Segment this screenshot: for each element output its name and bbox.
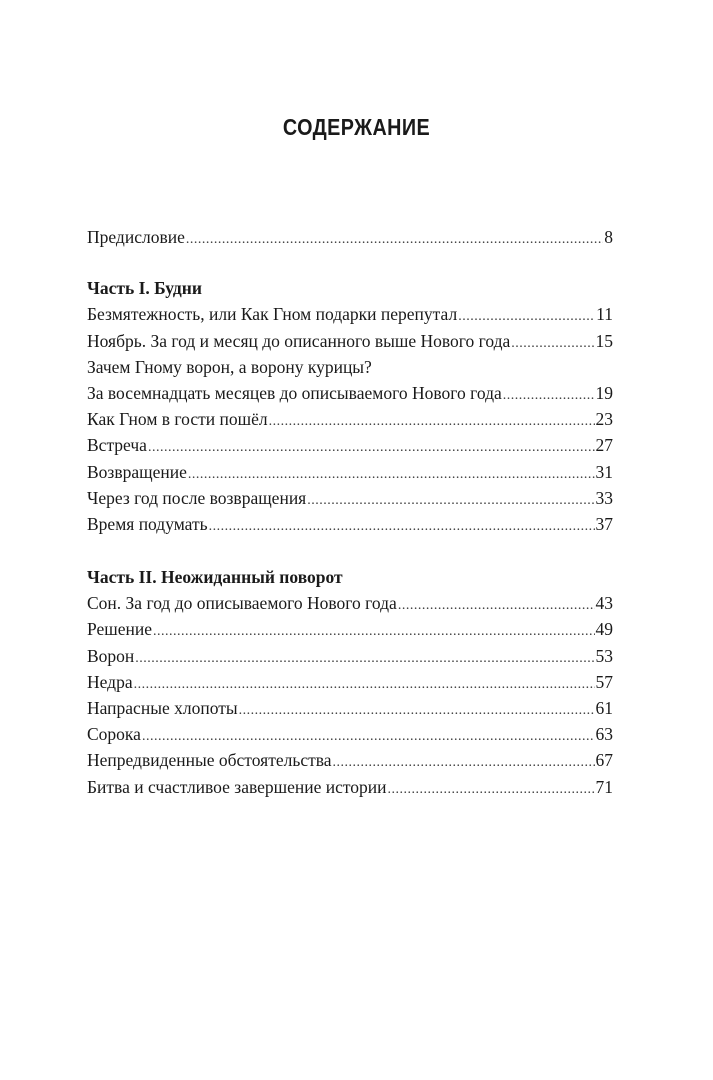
dot-leader xyxy=(186,227,603,253)
toc-entry-page: 49 xyxy=(595,619,613,640)
dot-leader xyxy=(388,777,595,803)
dot-leader xyxy=(511,331,594,357)
toc-entry-page: 71 xyxy=(595,776,613,797)
toc-entry-page: 57 xyxy=(595,671,613,692)
toc-entry-label: Возвращение xyxy=(87,461,187,482)
toc-entry-label: Через год после возвращения xyxy=(87,487,307,508)
toc-entry[interactable] xyxy=(87,432,613,458)
toc-entry-page: 19 xyxy=(595,382,613,403)
toc-entry-label: Как Гном в гости пошёл xyxy=(87,409,268,430)
toc-entry-label: Решение xyxy=(87,619,153,640)
table-of-contents xyxy=(87,224,613,800)
toc-entry-page: 63 xyxy=(595,724,613,745)
dot-leader xyxy=(269,409,595,435)
dot-leader xyxy=(135,646,594,672)
toc-entry-page: 33 xyxy=(595,487,613,508)
toc-entry[interactable] xyxy=(87,485,613,511)
dot-leader xyxy=(153,619,594,645)
dot-leader xyxy=(398,593,595,619)
toc-entry-label: Битва и счастливое завершение истории xyxy=(87,776,387,797)
dot-leader xyxy=(503,383,595,409)
toc-entry-page: 53 xyxy=(595,645,613,666)
toc-entry[interactable] xyxy=(87,406,613,432)
dot-leader xyxy=(209,514,595,540)
toc-entry[interactable] xyxy=(87,328,613,354)
toc-entry-label: Предисловие xyxy=(87,227,185,247)
page-title: СОДЕРЖАНИЕ xyxy=(282,114,431,140)
toc-entry[interactable] xyxy=(87,695,613,721)
toc-entry[interactable] xyxy=(87,354,613,380)
dot-leader xyxy=(307,488,594,514)
toc-entry-label: Недра xyxy=(87,671,133,692)
toc-entry-page: 11 xyxy=(596,304,613,325)
toc-entry-label: Сон. За год до описываемого Нового года xyxy=(87,593,397,614)
toc-entry-label: Время подумать xyxy=(87,513,208,534)
part-heading: Часть II. Неожиданный поворот xyxy=(87,567,343,588)
dot-leader xyxy=(239,698,595,724)
toc-entry-label: Ноябрь. За год и месяц до описанного выше Нового года xyxy=(87,330,511,351)
toc-entry[interactable] xyxy=(87,459,613,485)
toc-entry[interactable] xyxy=(87,616,613,642)
toc-entry[interactable] xyxy=(87,669,613,695)
toc-entry-label: Напрасные хлопоты xyxy=(87,698,238,718)
toc-entry-page: 27 xyxy=(595,435,613,456)
toc-entry-page: 61 xyxy=(595,698,613,718)
dot-leader xyxy=(148,435,595,461)
toc-entry-page: 37 xyxy=(595,513,613,534)
toc-entry-page: 31 xyxy=(595,461,613,482)
toc-entry-label: Зачем Гному ворон, а ворону курицы? xyxy=(87,356,372,377)
toc-entry-label: Ворон xyxy=(87,645,135,666)
toc-entry-label: Безмятежность, или Как Гном подарки перепутал xyxy=(87,304,458,325)
toc-entry-page: 43 xyxy=(595,593,613,614)
toc-entry-page: 15 xyxy=(595,330,613,351)
toc-entry-page: 8 xyxy=(604,227,613,247)
toc-entry[interactable] xyxy=(87,511,613,537)
toc-entry[interactable] xyxy=(87,301,613,327)
toc-entry[interactable] xyxy=(87,721,613,747)
toc-entry[interactable] xyxy=(87,643,613,669)
toc-entry[interactable] xyxy=(87,380,613,406)
toc-entry-label: Непредвиденные обстоятельства xyxy=(87,750,332,771)
toc-entry-page: 23 xyxy=(595,409,613,430)
toc-entry[interactable] xyxy=(87,747,613,773)
toc-entry-label: За восемнадцать месяцев до описываемого Нового года xyxy=(87,382,502,403)
toc-entry-label: Сорока xyxy=(87,724,141,745)
toc-entry-page: 67 xyxy=(595,750,613,771)
part-heading: Часть I. Будни xyxy=(87,278,202,299)
toc-entry[interactable] xyxy=(87,774,613,800)
toc-entry-preface[interactable] xyxy=(87,224,613,250)
toc-entry-label: Встреча xyxy=(87,435,147,456)
toc-entry[interactable] xyxy=(87,590,613,616)
